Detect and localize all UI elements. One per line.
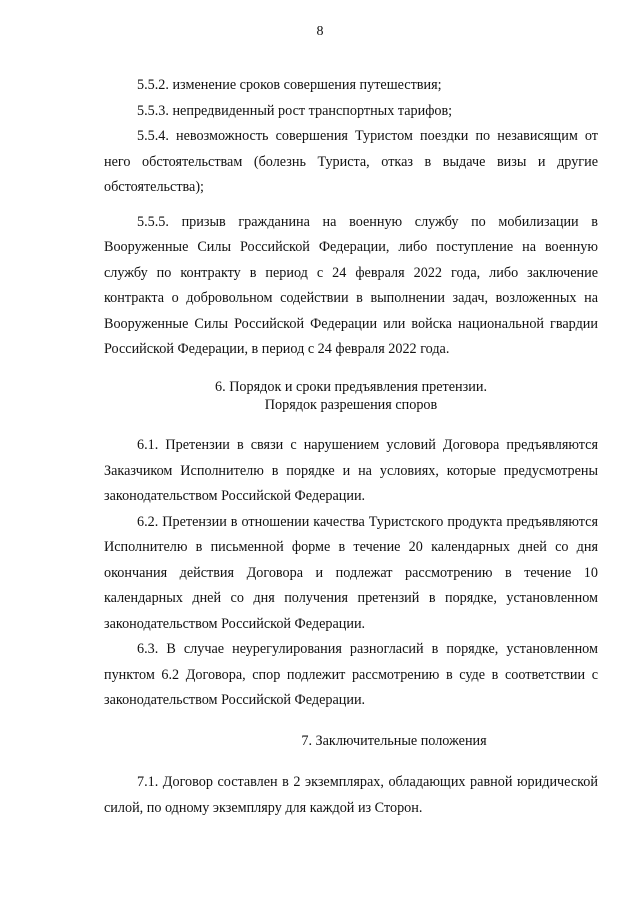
section-7-body [104, 770, 598, 821]
section-7-heading [104, 732, 598, 750]
section-7-title: 7. Заключительные положения [301, 733, 487, 749]
clause-6-1: 6.1. Претензии в связи с нарушением условий Договора предъявляются Заказчиком Исполнителю в порядке и на условиях, которые предусмотрены законодательством Российской Федерации. [104, 437, 598, 504]
clause-5-5-2: 5.5.2. изменение сроков совершения путешествия; [137, 77, 442, 93]
clause-5-5-4: 5.5.4. невозможность совершения Туристом поездки по независящим от него обстоятельствам (болезнь Туриста, отказ в выдаче визы и другие обстоятельства); [104, 128, 598, 195]
clauses-5-5 [104, 73, 598, 363]
clause-6-3: 6.3. В случае неурегулирования разногласий в порядке, установленном пунктом 6.2 Договора, спор подлежит рассмотрению в суде в соответствии с законодательством Российской Федерации. [104, 641, 598, 708]
page-number: 8 [316, 24, 324, 39]
clause-5-5-3: 5.5.3. непредвиденный рост транспортных тарифов; [137, 102, 453, 119]
section-6-subtitle: Порядок разрешения споров [264, 397, 438, 413]
section-6-heading [104, 378, 598, 414]
section-6-body [104, 433, 598, 714]
clause-5-5-5: 5.5.5. призыв гражданина на военную службу по мобилизации в Вооруженные Силы Российской Федерации, либо поступление на военную службу по контракту в период с 24 февраля 2022 года, либо заключение контракта о добровольном содействии в выполнении задач, возложенных на Вооруженные Силы Российской Федерации или войска национальной гвардии Российской Федерации, в период с 24 февраля 2022 года. [104, 213, 598, 357]
section-6-title: 6. Порядок и сроки предъявления претензии. [215, 379, 487, 395]
clause-7-1: 7.1. Договор составлен в 2 экземплярах, обладающих равной юридической силой, по одному экземпляру для каждой из Сторон. [104, 774, 598, 816]
clause-6-2: 6.2. Претензии в отношении качества Туристского продукта предъявляются Исполнителю в письменной форме в течение 20 календарных дней со дня окончания действия Договора и подлежат рассмотрению в течение 10 календарных дней со дня получения претензий в порядке, установленном законодательством Российской Федерации. [104, 513, 598, 632]
